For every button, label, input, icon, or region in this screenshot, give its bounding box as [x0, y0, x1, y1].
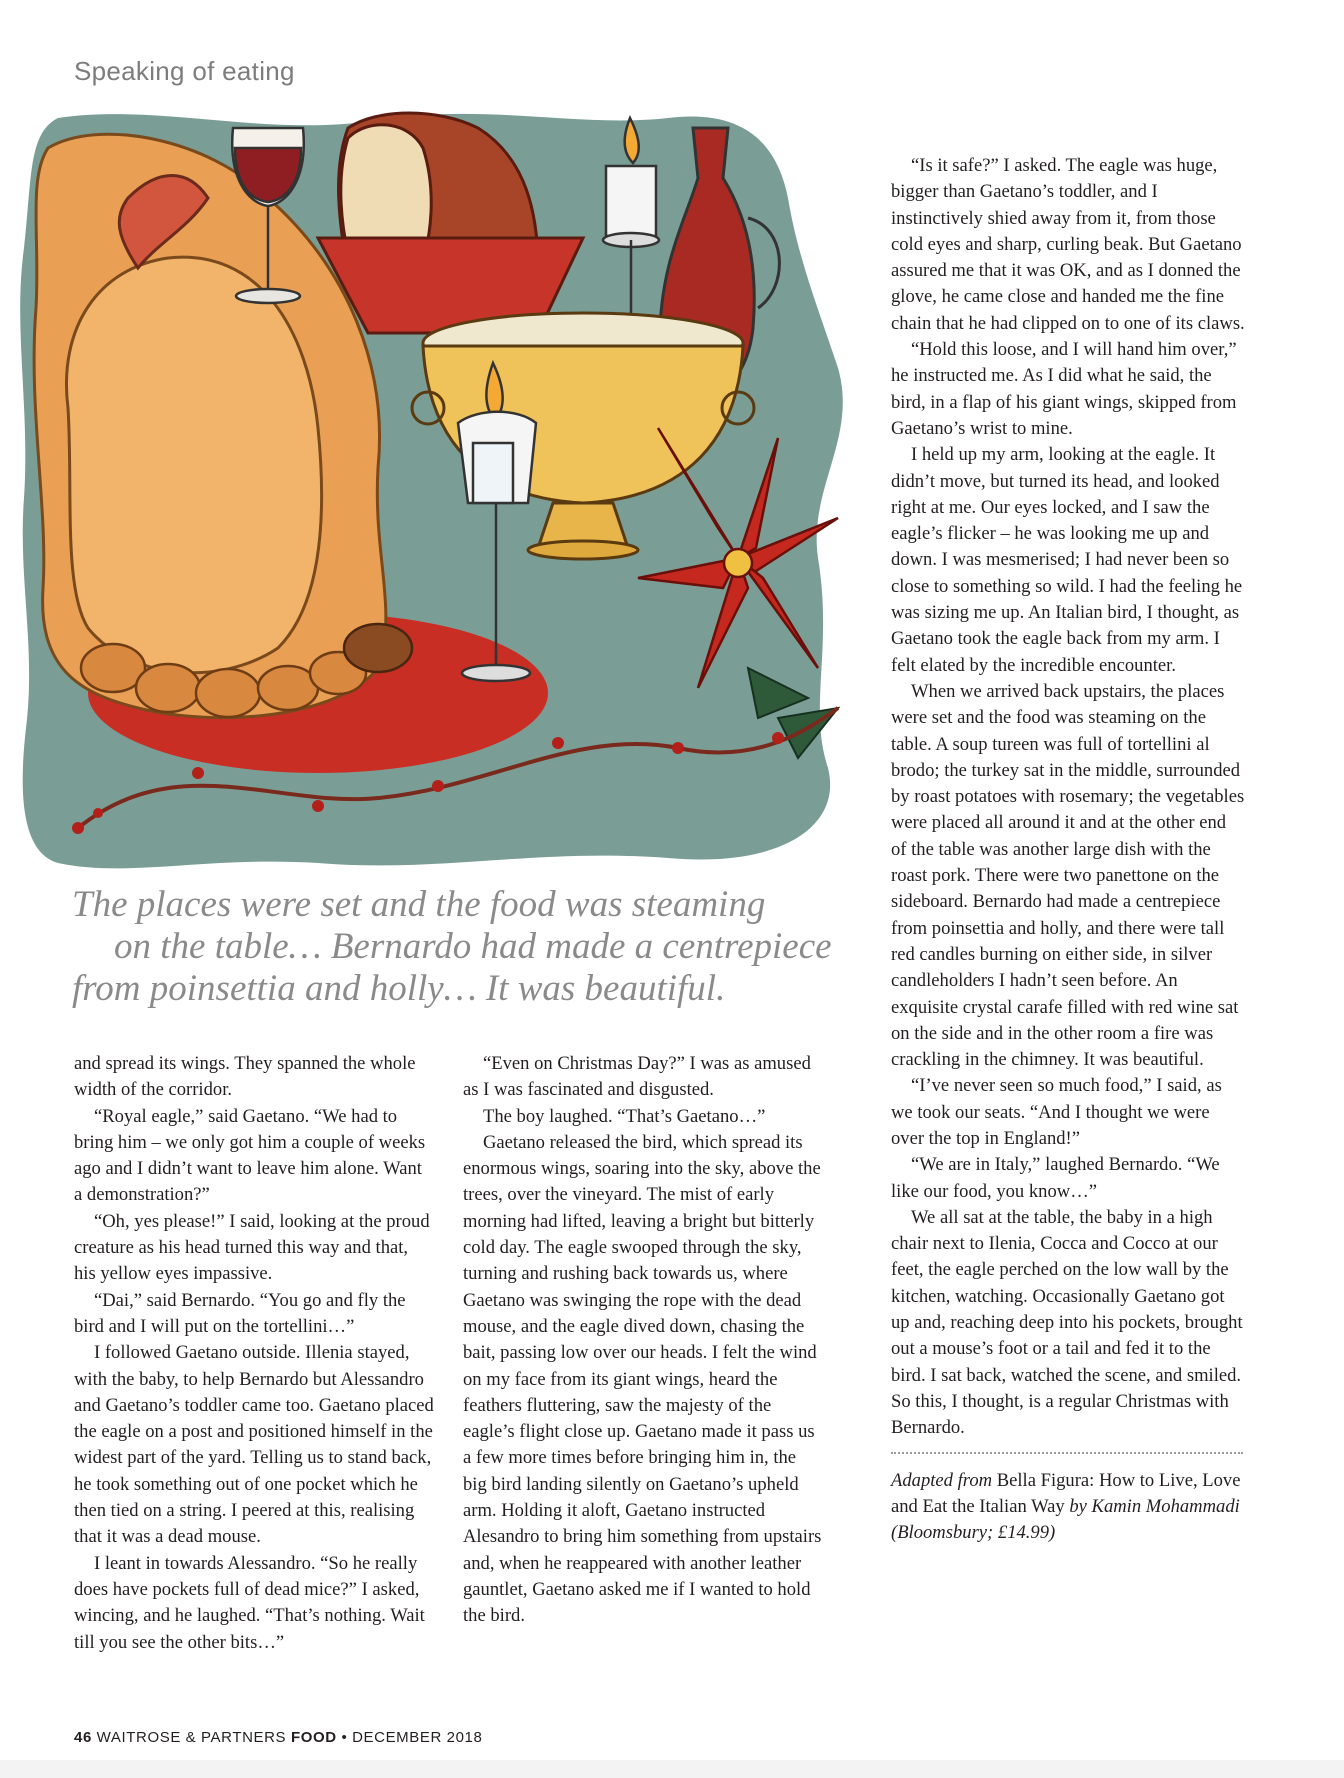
paragraph: “Dai,” said Bernardo. “You go and fly the bird and I will put on the tortellini…”	[74, 1289, 406, 1337]
page-edge	[0, 1760, 1344, 1778]
gravy-bowl	[344, 624, 412, 672]
paragraph: “Hold this loose, and I will hand him over,” he instructed me. As I did what he said, the bird, in a flap of his giant wings, skipped from Gaetano’s wrist to mine.	[891, 339, 1237, 439]
credit-author: by Kamin Mohammadi (Bloomsbury; £14.99)	[891, 1495, 1240, 1543]
paragraph: I followed Gaetano outside. Illenia stayed, with the baby, to help Bernardo but Alessandro and Gaetano’s toddler came too. Gaetano placed the eagle on a post and positioned himself in the widest part of the yard. Telling us to stand back, he took something out of one pocket which he then tied on a string. I peered at this, realising that it was a dead mouse.	[74, 1342, 434, 1548]
paragraph: “Oh, yes please!” I said, looking at the proud creature as his head turned this way and that, his yellow eyes impassive.	[74, 1210, 430, 1285]
paragraph: “Is it safe?” I asked. The eagle was huge, bigger than Gaetano’s toddler, and I instinctively shied away from it, from those cold eyes and sharp, curling beak. But Gaetano assured me that it was OK, and as I donned the glove, he came close and handed me the fine chain that he had clipped on to one of its claws.	[891, 155, 1245, 334]
page-footer	[74, 1729, 482, 1746]
paragraph: We all sat at the table, the baby in a high chair next to Ilenia, Cocca and Cocco at our feet, the eagle perched on the low wall by the kitchen, watching. Occasionally Gaetano got up and, reaching deep into his pockets, brought out a mouse’s foot or a tail and fed it to the bird. I sat back, watched the scene, and smiled. So this, I thought, is a regular Christmas with Bernardo.	[891, 1206, 1243, 1439]
paragraph: The boy laughed. “That’s Gaetano…”	[483, 1105, 766, 1127]
book-credit	[891, 1468, 1245, 1546]
divider	[891, 1452, 1243, 1454]
section-label: Speaking of eating	[74, 56, 295, 86]
article-column-2	[463, 1051, 823, 1630]
article-column-3	[891, 153, 1245, 1546]
paragraph: “Royal eagle,” said Gaetano. “We had to bring him – we only got him a couple of weeks ago and I didn’t want to leave him alone. Want a demonstration?”	[74, 1105, 426, 1206]
paragraph: “We are in Italy,” laughed Bernardo. “We like our food, you know…”	[891, 1154, 1220, 1202]
pull-quote	[72, 884, 872, 1010]
paragraph: When we arrived back upstairs, the places were set and the food was steaming on the table. A soup tureen was full of tortellini al brodo; the turkey sat in the middle, surrounded by roast potatoes with rosemary; the vegetables were placed all around it and at the other end of the table was another large dish with the roast pork. There were two panettone on the sideboard. Bernardo had made a centrepiece from poinsettia and holly, and there were tall red candles burning on either side, in silver candleholders I hadn’t seen before. An exquisite crystal carafe filled with red wine sat on the side and in the other room a fire was crackling in the chimney. It was beautiful.	[891, 680, 1245, 1071]
paragraph: Gaetano released the bird, which spread its enormous wings, soaring into the sky, above the trees, over the vineyard. The mist of early morning had lifted, leaving a bright but bitterly cold day. The eagle swooped through the sky, turning and rushing back towards us, where Gaetano was swinging the rope with the dead mouse, and the eagle dived down, chasing the bait, passing low over our heads. I felt the wind on my face from its giant wings, heard the feathers fluttering, saw the majesty of the eagle’s flight close up. Gaetano made it pass us a few more times before bringing him in, the big bird landing silently on Gaetano’s upheld arm. Holding it aloft, Gaetano instructed Alesandro to bring him something from upstairs and, when he reappeared with another leather gauntlet, Gaetano asked me if I wanted to hold the bird.	[463, 1131, 822, 1627]
brand-food: FOOD	[290, 1729, 337, 1746]
pull-quote-line: on the table… Bernardo had made a centrepiece	[114, 926, 832, 967]
credit-adapted: Adapted from	[891, 1469, 993, 1491]
article-column-1	[74, 1051, 434, 1656]
pull-quote-line: The places were set and the food was steaming	[72, 884, 766, 925]
paragraph: I held up my arm, looking at the eagle. It didn’t move, but turned its head, and looked right at me. Our eyes locked, and I saw the eagle’s flicker – he was looking me up and down. I was mesmerised; I had never been so close to something so wild. I had the feeling he was sizing me up. An Italian bird, I thought, as Gaetano took the eagle back from my arm. I felt elated by the incredible encounter.	[891, 444, 1243, 676]
paragraph: and spread its wings. They spanned the whole width of the corridor.	[74, 1053, 416, 1101]
paragraph: I leant in towards Alessandro. “So he really does have pockets full of dead mice?” I asked, wincing, and he laughed. “That’s nothing. Wait till you see the other bits…”	[74, 1552, 425, 1653]
paragraph: “I’ve never seen so much food,” I said, as we took our seats. “And I thought we were over the top in England!”	[891, 1075, 1222, 1149]
footer-separator: •	[341, 1729, 348, 1746]
paragraph: “Even on Christmas Day?” I was as amused as I was fascinated and disgusted.	[463, 1053, 811, 1101]
pull-quote-line: from poinsettia and holly… It was beautiful.	[72, 968, 726, 1009]
credit-book-title: Bella Figura: How to Live, Love and Eat the Italian Way	[891, 1469, 1241, 1517]
brand-name: WAITROSE & PARTNERS	[96, 1729, 287, 1746]
issue-date: DECEMBER 2018	[352, 1729, 483, 1746]
page-number: 46	[74, 1729, 92, 1746]
christmas-table-illustration	[18, 108, 858, 878]
